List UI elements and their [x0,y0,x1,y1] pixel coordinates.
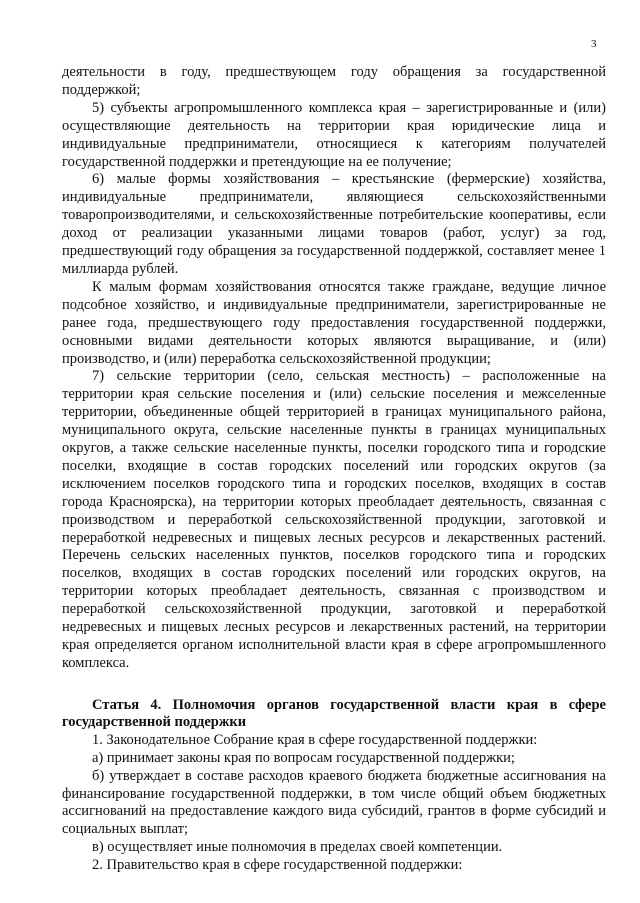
document-body [62,64,606,875]
article-clause-1a: а) принимает законы края по вопросам государственной поддержки; [92,749,515,766]
paragraph-item-6: 6) малые формы хозяйствования – крестьянские (фермерские) хозяйства, индивидуальные предприниматели, являющиеся сельскохозяйственными товаропроизводителями, и сельскохозяйственные потребительские кооперативы, если доход от реализации указанными лицами товаров (работ, услуг) за год, предшествующий году обращения за государственной поддержкой, составляет менее 1 миллиарда рублей. [62,171,606,277]
paragraph-item-7: 7) сельские территории (село, сельская местность) – расположенные на территории края сельские поселения и (или) сельские поселения и межселенные территории, объединенные общей территорией в границах муниципального района, муниципального округа, сельские населенные пункты в границах муниципальных округов, а также сельские населенные пункты, поселки городского типа и городские поселки, входящие в состав городских поселений или городских округов (за исключением поселков городского типа и городских поселков, входящих в состав города Красноярска), на территории которых преобладает деятельность, связанная с производством и переработкой сельскохозяйственной продукции, заготовкой и переработкой недревесных и пищевых лесных ресурсов и лекарственных растений. Перечень сельских населенных пунктов, поселков городского типа и городских поселков, входящих в состав городских поселений или городских округов, на территории которых преобладает деятельность, связанная с производством и переработкой сельскохозяйственной продукции, заготовкой и переработкой недревесных и пищевых лесных ресурсов и лекарственных растений, на территории края определяется органом исполнительной власти края в сфере агропромышленного комплекса. [62,368,606,671]
article-clause-1b: б) утверждает в составе расходов краевого бюджета бюджетные ассигнования на финансирование государственной поддержки, в том числе общий объем бюджетных ассигнований на предоставление каждого вида субсидий, грантов в форме субсидий и социальных выплат; [62,767,606,838]
page-number: 3 [591,38,597,50]
paragraph-item-5: 5) субъекты агропромышленного комплекса края – зарегистрированные и (или) осуществляющие деятельность на территории края юридические лица и индивидуальные предприниматели, относящиеся к категориям получателей государственной поддержки и претендующие на ее получение; [62,99,606,170]
article-4-heading: Статья 4. Полномочия органов государственной власти края в сфере государственной поддержки [62,696,606,731]
article-clause-1: 1. Законодательное Собрание края в сфере государственной поддержки: [92,731,538,748]
paragraph-small-forms: К малым формам хозяйствования относятся также граждане, ведущие личное подсобное хозяйство, и индивидуальные предприниматели, зарегистрированные не ранее года, предшествующего году предоставления государственной поддержки, основными видами деятельности которых являются выращивание, и (или) производство, и (или) переработка сельскохозяйственной продукции; [62,278,606,367]
paragraph-continuation: деятельности в году, предшествующем году обращения за государственной поддержкой; [62,64,606,98]
article-clause-1v: в) осуществляет иные полномочия в пределах своей компетенции. [92,839,503,856]
article-clause-2: 2. Правительство края в сфере государственной поддержки: [92,857,463,874]
